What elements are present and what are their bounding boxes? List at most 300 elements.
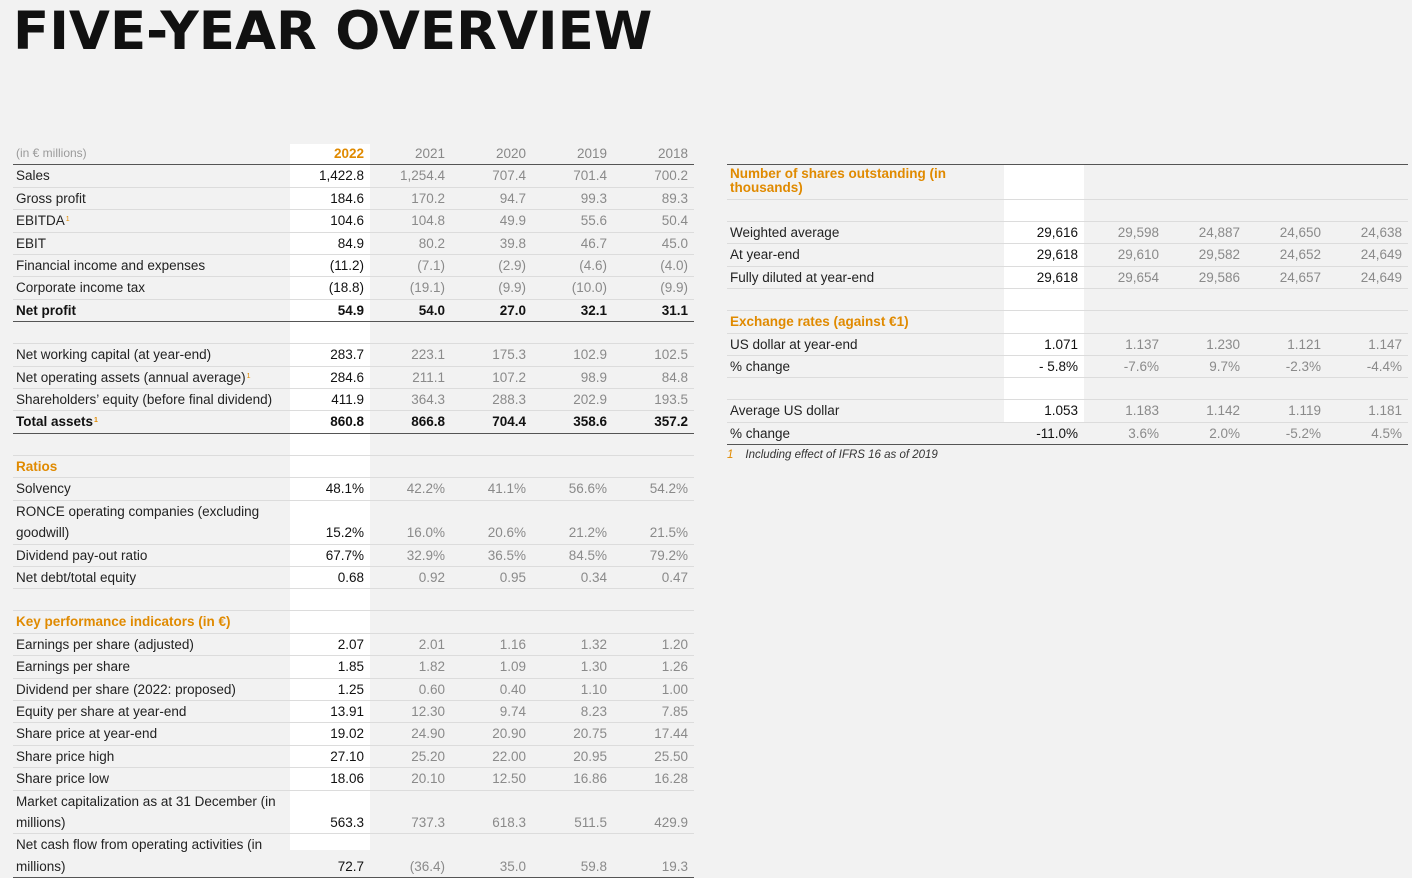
spacer-cell xyxy=(13,433,290,455)
value-cell: 1.119 xyxy=(1246,400,1327,422)
value-cell: 0.92 xyxy=(370,566,451,588)
empty-cell xyxy=(1004,311,1084,333)
value-cell: 84.9 xyxy=(290,232,370,254)
value-cell: 1.071 xyxy=(1004,333,1084,355)
value-cell: 429.9 xyxy=(613,790,694,834)
value-cell: 283.7 xyxy=(290,344,370,366)
value-cell: 0.60 xyxy=(370,678,451,700)
value-cell: (36.4) xyxy=(370,834,451,878)
spacer-cell xyxy=(532,322,613,344)
row-label-text: Corporate income tax xyxy=(16,280,146,296)
value-cell: 860.8 xyxy=(290,411,370,433)
value-cell: 184.6 xyxy=(290,187,370,209)
row-label-text: At year-end xyxy=(730,247,800,263)
value-cell: 24,650 xyxy=(1246,222,1327,244)
year-header: 2021 xyxy=(370,143,451,165)
table-row xyxy=(727,422,1408,444)
value-cell: 193.5 xyxy=(613,389,694,411)
value-cell: 223.1 xyxy=(370,344,451,366)
value-cell: 170.2 xyxy=(370,187,451,209)
spacer-cell xyxy=(1165,289,1246,311)
value-cell: 4.5% xyxy=(1327,422,1408,444)
row-label xyxy=(13,790,290,834)
spacer-row xyxy=(13,433,694,455)
value-cell: 16.28 xyxy=(613,768,694,790)
row-label-text: Share price high xyxy=(16,748,115,764)
row-label xyxy=(13,745,290,767)
empty-cell xyxy=(1327,311,1408,333)
value-cell: 1.183 xyxy=(1084,400,1165,422)
spacer-cell xyxy=(613,322,694,344)
spacer-row xyxy=(13,589,694,611)
empty-cell xyxy=(290,455,370,477)
empty-cell xyxy=(1084,311,1165,333)
empty-cell xyxy=(1004,165,1084,200)
value-cell: 1.20 xyxy=(613,633,694,655)
value-cell: 0.68 xyxy=(290,566,370,588)
value-cell: 29,582 xyxy=(1165,244,1246,266)
value-cell: 104.6 xyxy=(290,210,370,232)
spacer-cell xyxy=(1084,378,1165,400)
spacer-cell xyxy=(727,289,1004,311)
value-cell: (10.0) xyxy=(532,277,613,299)
value-cell: 8.23 xyxy=(532,700,613,722)
spacer-cell xyxy=(1165,200,1246,222)
row-label-text: Equity per share at year-end xyxy=(16,703,187,719)
value-cell: -5.2% xyxy=(1246,422,1327,444)
empty-cell xyxy=(1084,165,1165,200)
value-cell: 1.181 xyxy=(1327,400,1408,422)
empty-cell xyxy=(1165,311,1246,333)
value-cell: 24,887 xyxy=(1165,222,1246,244)
section-title: Exchange rates (against €1) xyxy=(727,311,1004,333)
year-header: 2019 xyxy=(532,143,613,165)
empty-cell xyxy=(370,611,451,633)
spacer-cell xyxy=(1004,200,1084,222)
value-cell: 511.5 xyxy=(532,790,613,834)
page-title: FIVE-YEAR OVERVIEW xyxy=(13,1,653,62)
row-label-text: EBITDA xyxy=(16,213,65,229)
table-row xyxy=(13,500,694,544)
spacer-cell xyxy=(1165,378,1246,400)
value-cell: 89.3 xyxy=(613,187,694,209)
value-cell: 700.2 xyxy=(613,165,694,187)
table-row xyxy=(13,656,694,678)
value-cell: 27.0 xyxy=(451,299,532,321)
value-cell: 54.9 xyxy=(290,299,370,321)
table-row xyxy=(727,222,1408,244)
shares-exchange-table xyxy=(727,164,1408,445)
value-cell: 0.95 xyxy=(451,566,532,588)
table-row xyxy=(13,344,694,366)
table-row xyxy=(13,210,694,232)
value-cell: 1.30 xyxy=(532,656,613,678)
value-cell: 45.0 xyxy=(613,232,694,254)
value-cell: 20.6% xyxy=(451,500,532,544)
row-label-text: Earnings per share (adjusted) xyxy=(16,636,194,652)
year-header-row xyxy=(13,143,694,165)
spacer-cell xyxy=(1004,289,1084,311)
section-title: Ratios xyxy=(13,455,290,477)
spacer-cell xyxy=(1004,378,1084,400)
value-cell: 31.1 xyxy=(613,299,694,321)
empty-cell xyxy=(451,611,532,633)
spacer-cell xyxy=(1246,289,1327,311)
row-label-text: Solvency xyxy=(16,481,71,497)
value-cell: 32.1 xyxy=(532,299,613,321)
kpi-section-row xyxy=(13,611,694,633)
table-row xyxy=(13,566,694,588)
value-cell: 284.6 xyxy=(290,366,370,388)
row-label xyxy=(13,299,290,321)
value-cell: 18.06 xyxy=(290,768,370,790)
shares-section-row xyxy=(727,165,1408,200)
value-cell: 32.9% xyxy=(370,544,451,566)
value-cell: 1.230 xyxy=(1165,333,1246,355)
table-row xyxy=(13,768,694,790)
empty-cell xyxy=(532,611,613,633)
value-cell: 13.91 xyxy=(290,700,370,722)
value-cell: 17.44 xyxy=(613,723,694,745)
value-cell: 12.30 xyxy=(370,700,451,722)
row-label xyxy=(13,344,290,366)
row-label-text: Net cash flow from operating activities (in millions) xyxy=(16,837,263,874)
value-cell: 2.07 xyxy=(290,633,370,655)
row-label xyxy=(727,422,1004,444)
value-cell: 29,610 xyxy=(1084,244,1165,266)
value-cell: 1.32 xyxy=(532,633,613,655)
spacer-cell xyxy=(613,589,694,611)
spacer-cell xyxy=(370,589,451,611)
table-row xyxy=(13,232,694,254)
table-row xyxy=(13,678,694,700)
value-cell: (7.1) xyxy=(370,255,451,277)
spacer-cell xyxy=(532,433,613,455)
value-cell: 704.4 xyxy=(451,411,532,433)
empty-cell xyxy=(1165,165,1246,200)
value-cell: 1.10 xyxy=(532,678,613,700)
row-label-text: Net working capital (at year-end) xyxy=(16,347,212,363)
value-cell: 36.5% xyxy=(451,544,532,566)
value-cell: - 5.8% xyxy=(1004,356,1084,378)
value-cell: 1.26 xyxy=(613,656,694,678)
row-label-text: US dollar at year-end xyxy=(730,336,858,352)
value-cell: 1.16 xyxy=(451,633,532,655)
spacer-cell xyxy=(13,322,290,344)
value-cell: 41.1% xyxy=(451,478,532,500)
value-cell: 21.2% xyxy=(532,500,613,544)
spacer-cell xyxy=(1084,289,1165,311)
value-cell: 9.74 xyxy=(451,700,532,722)
year-header: 2020 xyxy=(451,143,532,165)
table-row xyxy=(13,745,694,767)
spacer-cell xyxy=(290,589,370,611)
value-cell: 707.4 xyxy=(451,165,532,187)
row-label xyxy=(727,400,1004,422)
spacer-cell xyxy=(370,433,451,455)
row-label xyxy=(13,834,290,878)
value-cell: 1,254.4 xyxy=(370,165,451,187)
value-cell: 24,649 xyxy=(1327,266,1408,288)
value-cell: 20.75 xyxy=(532,723,613,745)
spacer-cell xyxy=(290,322,370,344)
row-label-text: Share price low xyxy=(16,771,110,787)
table-row xyxy=(13,544,694,566)
row-label-text: Sales xyxy=(16,168,50,184)
row-label xyxy=(13,478,290,500)
value-cell: 618.3 xyxy=(451,790,532,834)
empty-cell xyxy=(1246,311,1327,333)
value-cell: 24,652 xyxy=(1246,244,1327,266)
table-row xyxy=(727,356,1408,378)
value-cell: 29,618 xyxy=(1004,244,1084,266)
value-cell: 25.20 xyxy=(370,745,451,767)
row-label xyxy=(13,723,290,745)
row-label xyxy=(727,244,1004,266)
row-label xyxy=(13,544,290,566)
value-cell: 29,586 xyxy=(1165,266,1246,288)
value-cell: 737.3 xyxy=(370,790,451,834)
value-cell: 175.3 xyxy=(451,344,532,366)
value-cell: 20.10 xyxy=(370,768,451,790)
value-cell: 102.9 xyxy=(532,344,613,366)
value-cell: 19.02 xyxy=(290,723,370,745)
value-cell: -7.6% xyxy=(1084,356,1165,378)
value-cell: 364.3 xyxy=(370,389,451,411)
table-row xyxy=(13,700,694,722)
value-cell: 411.9 xyxy=(290,389,370,411)
value-cell: 29,654 xyxy=(1084,266,1165,288)
value-cell: 46.7 xyxy=(532,232,613,254)
value-cell: 98.9 xyxy=(532,366,613,388)
table-row xyxy=(727,400,1408,422)
value-cell: 35.0 xyxy=(451,834,532,878)
footnote-ref: 1 xyxy=(65,216,70,224)
empty-cell xyxy=(1246,165,1327,200)
table-row xyxy=(13,790,694,834)
value-cell: (2.9) xyxy=(451,255,532,277)
row-label-text: Shareholders’ equity (before final dividend) xyxy=(16,392,273,408)
value-cell: 22.00 xyxy=(451,745,532,767)
row-label-text: Fully diluted at year-end xyxy=(730,269,875,285)
row-label xyxy=(727,222,1004,244)
table-row xyxy=(13,366,694,388)
value-cell: 1.09 xyxy=(451,656,532,678)
empty-cell xyxy=(290,611,370,633)
spacer-row xyxy=(727,378,1408,400)
unit-label: (in € millions) xyxy=(13,143,290,165)
value-cell: 0.34 xyxy=(532,566,613,588)
value-cell: 24,638 xyxy=(1327,222,1408,244)
value-cell: 1.25 xyxy=(290,678,370,700)
ratios-section-row xyxy=(13,455,694,477)
value-cell: 7.85 xyxy=(613,700,694,722)
value-cell: 19.3 xyxy=(613,834,694,878)
value-cell: 29,598 xyxy=(1084,222,1165,244)
spacer-cell xyxy=(290,433,370,455)
table-row xyxy=(727,333,1408,355)
value-cell: 1.85 xyxy=(290,656,370,678)
row-label xyxy=(13,566,290,588)
row-label xyxy=(13,165,290,187)
spacer-cell xyxy=(1327,289,1408,311)
spacer-cell xyxy=(13,589,290,611)
value-cell: 288.3 xyxy=(451,389,532,411)
value-cell: 50.4 xyxy=(613,210,694,232)
row-label-text: Dividend pay-out ratio xyxy=(16,547,148,563)
row-label-text: % change xyxy=(730,359,791,375)
row-label xyxy=(13,187,290,209)
value-cell: 25.50 xyxy=(613,745,694,767)
row-label xyxy=(727,333,1004,355)
empty-cell xyxy=(370,455,451,477)
value-cell: 29,618 xyxy=(1004,266,1084,288)
value-cell: 16.0% xyxy=(370,500,451,544)
spacer-cell xyxy=(532,589,613,611)
spacer-cell xyxy=(1327,200,1408,222)
row-label-text: Gross profit xyxy=(16,190,86,206)
value-cell: 1.137 xyxy=(1084,333,1165,355)
row-label-text: % change xyxy=(730,425,791,441)
value-cell: 1.147 xyxy=(1327,333,1408,355)
spacer-cell xyxy=(1084,200,1165,222)
row-label xyxy=(13,768,290,790)
row-label xyxy=(13,366,290,388)
value-cell: 99.3 xyxy=(532,187,613,209)
value-cell: -11.0% xyxy=(1004,422,1084,444)
row-label-text: Net operating assets (annual average) xyxy=(16,369,246,385)
row-label-text: Net profit xyxy=(16,302,76,318)
value-cell: 202.9 xyxy=(532,389,613,411)
spacer-cell xyxy=(1246,200,1327,222)
row-label xyxy=(13,277,290,299)
value-cell: 84.8 xyxy=(613,366,694,388)
year-header: 2018 xyxy=(613,143,694,165)
table-row xyxy=(13,187,694,209)
value-cell: 49.9 xyxy=(451,210,532,232)
value-cell: 20.95 xyxy=(532,745,613,767)
value-cell: 42.2% xyxy=(370,478,451,500)
total-assets-row xyxy=(13,411,694,433)
value-cell: 24,657 xyxy=(1246,266,1327,288)
value-cell: -2.3% xyxy=(1246,356,1327,378)
spacer-cell xyxy=(451,322,532,344)
table-row xyxy=(13,834,694,878)
value-cell: (4.0) xyxy=(613,255,694,277)
value-cell: (4.6) xyxy=(532,255,613,277)
value-cell: 80.2 xyxy=(370,232,451,254)
value-cell: 20.90 xyxy=(451,723,532,745)
value-cell: 1.053 xyxy=(1004,400,1084,422)
value-cell: 29,616 xyxy=(1004,222,1084,244)
value-cell: (18.8) xyxy=(290,277,370,299)
row-label-text: Market capitalization as at 31 December (in millions) xyxy=(16,793,276,830)
table-row xyxy=(13,277,694,299)
table-row xyxy=(13,389,694,411)
value-cell: 1.00 xyxy=(613,678,694,700)
row-label-text: Financial income and expenses xyxy=(16,258,206,274)
row-label xyxy=(13,633,290,655)
empty-cell xyxy=(451,455,532,477)
value-cell: 104.8 xyxy=(370,210,451,232)
spacer-cell xyxy=(727,378,1004,400)
spacer-cell xyxy=(1327,378,1408,400)
section-title: Key performance indicators (in €) xyxy=(13,611,290,633)
footnote xyxy=(727,449,938,461)
value-cell: 48.1% xyxy=(290,478,370,500)
value-cell: 2.0% xyxy=(1165,422,1246,444)
row-label xyxy=(727,266,1004,288)
value-cell: 3.6% xyxy=(1084,422,1165,444)
row-label-text: Dividend per share (2022: proposed) xyxy=(16,681,236,697)
value-cell: 102.5 xyxy=(613,344,694,366)
spacer-cell xyxy=(1246,378,1327,400)
value-cell: (11.2) xyxy=(290,255,370,277)
spacer-cell xyxy=(370,322,451,344)
value-cell: 866.8 xyxy=(370,411,451,433)
footnote-text: Including effect of IFRS 16 as of 2019 xyxy=(745,449,938,461)
net-profit-row xyxy=(13,299,694,321)
value-cell: -4.4% xyxy=(1327,356,1408,378)
row-label-text: Average US dollar xyxy=(730,403,840,419)
row-label xyxy=(13,210,290,232)
row-label-text: Net debt/total equity xyxy=(16,569,137,585)
row-label xyxy=(13,232,290,254)
value-cell: 2.01 xyxy=(370,633,451,655)
row-label-text: RONCE operating companies (excluding goodwill) xyxy=(16,503,260,541)
spacer-row xyxy=(727,200,1408,222)
empty-cell xyxy=(613,455,694,477)
row-label xyxy=(13,255,290,277)
value-cell: 56.6% xyxy=(532,478,613,500)
spacer-cell xyxy=(613,433,694,455)
value-cell: 0.40 xyxy=(451,678,532,700)
value-cell: 1,422.8 xyxy=(290,165,370,187)
value-cell: 24,649 xyxy=(1327,244,1408,266)
empty-cell xyxy=(532,455,613,477)
spacer-cell xyxy=(451,589,532,611)
five-year-table xyxy=(13,143,694,878)
row-label-text: Share price at year-end xyxy=(16,726,158,742)
value-cell: 54.0 xyxy=(370,299,451,321)
table-row xyxy=(727,266,1408,288)
value-cell: (19.1) xyxy=(370,277,451,299)
value-cell: 1.121 xyxy=(1246,333,1327,355)
value-cell: 357.2 xyxy=(613,411,694,433)
table-row xyxy=(13,633,694,655)
value-cell: 72.7 xyxy=(290,834,370,878)
row-label xyxy=(13,411,290,433)
table-row xyxy=(727,244,1408,266)
value-cell: 54.2% xyxy=(613,478,694,500)
spacer-cell xyxy=(727,200,1004,222)
fx-section-row xyxy=(727,311,1408,333)
value-cell: 84.5% xyxy=(532,544,613,566)
value-cell: 107.2 xyxy=(451,366,532,388)
value-cell: 211.1 xyxy=(370,366,451,388)
row-label xyxy=(727,356,1004,378)
row-label xyxy=(13,700,290,722)
value-cell: 55.6 xyxy=(532,210,613,232)
value-cell: (9.9) xyxy=(451,277,532,299)
spacer-row xyxy=(727,289,1408,311)
value-cell: 67.7% xyxy=(290,544,370,566)
value-cell: 79.2% xyxy=(613,544,694,566)
table-row xyxy=(13,478,694,500)
value-cell: 9.7% xyxy=(1165,356,1246,378)
value-cell: 59.8 xyxy=(532,834,613,878)
value-cell: 24.90 xyxy=(370,723,451,745)
